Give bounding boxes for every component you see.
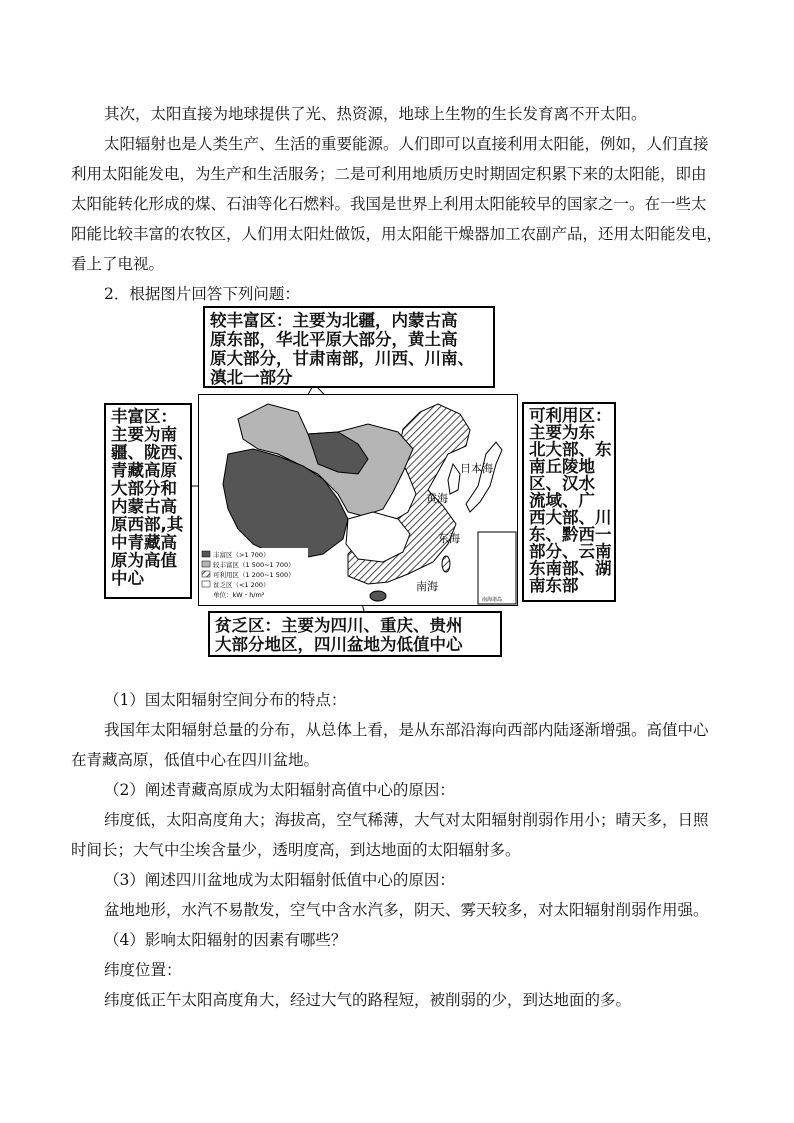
answer-line: 在青藏高原，低值中心在四川盆地。 [71,751,320,769]
paragraph-line: 利用太阳能发电，为生产和生活服务；二是可利用地质历史时期固定积累下来的太阳能，即由 [71,165,707,183]
callout-available [522,402,616,602]
legend-swatch-poor [202,581,210,587]
taiwan-island [442,556,450,572]
legend-label-available: 可利用区（1 200~1 500） [213,571,295,579]
legend-label-more-rich: 较丰富区（1 500~1 700） [213,561,295,569]
callout-line: 中心 [111,569,144,588]
callout-line: 原大部分，甘肃南部，川西、川南、 [210,349,474,368]
callout-line: 南东部 [529,576,579,595]
callout-line: 中青藏高 [111,533,177,552]
legend-label-rich: 丰富区（>1 700） [213,551,270,559]
callout-line: 大部分地区，四川盆地为低值中心 [215,635,463,654]
callout-line: 可利用区： [529,406,612,425]
paragraph-line: 太阳辐射也是人类生产、生活的重要能源。人们即可以直接利用太阳能，例如，人们直接 [104,135,709,153]
callout-line: 大部分和 [111,479,177,498]
callout-more-rich [203,306,495,388]
callout-line: 南丘陵地 [529,457,595,476]
callout-line: 疆、陇西、 [111,443,194,462]
sea-japan-label: 日本海 [460,462,493,475]
callout-line: 北大部、东 [529,440,612,459]
answer-line: 纬度位置： [104,961,182,979]
sea-south-label: 南海 [416,580,438,593]
question-heading: （4）影响太阳辐射的因素有哪些？ [104,931,347,949]
callout-line: 西大部、川 [529,508,612,527]
question-heading: （3）阐述四川盆地成为太阳辐射低值中心的原因： [104,871,455,889]
callout-poor [208,611,502,657]
callout-line: 东南部、湖 [529,559,612,578]
paragraph-line: 太阳能转化形成的煤、石油等化石燃料。我国是世界上利用太阳能较早的国家之一。在一些太 [71,195,707,213]
legend-label-poor: 贫乏区（<1 200） [213,581,270,589]
question-heading: 2．根据图片回答下列问题： [104,285,300,303]
answer-line: 我国年太阳辐射总量的分布，从总体上看，是从东部沿海向西部内陆逐渐增强。高值中心 [104,721,709,739]
hainan-island [370,591,386,601]
answer-line: 时间长；大气中尘埃含量少，透明度高，到达地面的太阳辐射多。 [71,841,521,859]
callout-line: 较丰富区：主要为北疆，内蒙古高 [210,311,458,330]
sea-yellow-label: 黄海 [426,492,448,505]
callout-rich [104,403,192,599]
sea-east-label: 东海 [438,532,460,545]
answer-line: 盆地地形，水汽不易散发，空气中含水汽多，阴天、雾天较多，对太阳辐射削弱作用强。 [104,901,709,919]
paragraph-line: 阳能比较丰富的农牧区，人们用太阳灶做饭，用太阳能干燥器加工农副产品，还用太阳能发电， [71,225,723,243]
question-heading: （1）国太阳辐射空间分布的特点： [104,691,347,709]
answer-line: 纬度低，太阳高度角大；海拔高，空气稀薄，大气对太阳辐射削弱作用小；晴天多，日照 [104,811,709,829]
callout-line: 青藏高原 [111,461,177,480]
answer-line: 纬度低正午太阳高度角大，经过大气的路程短，被削弱的少，到达地面的多。 [104,991,632,1009]
callout-line: 丰富区： [111,407,177,426]
legend-swatch-more-rich [202,561,210,567]
callout-line: 主要为东 [529,423,595,442]
callout-line: 部分、云南 [529,542,612,561]
paragraph-line: 其次，太阳直接为地球提供了光、热资源，地球上生物的生长发育离不开太阳。 [104,105,647,123]
china-map [198,394,518,606]
legend-swatch-available [202,571,210,577]
inset-label: 南海诸岛 [482,597,503,603]
south-sea-inset-frame [478,532,516,604]
callout-line: 贫乏区：主要为四川、重庆、贵州 [215,616,463,635]
paragraph-line: 看上了电视。 [71,255,165,273]
solar-radiation-map-figure [104,306,612,656]
legend-unit: 单位：kW・h/m² [213,591,265,599]
callout-line: 原东部，华北平原大部分，黄土高 [210,330,458,349]
legend-swatch-rich [202,551,210,557]
callout-line: 主要为南 [111,425,177,444]
callout-line: 内蒙古高 [111,497,177,516]
callout-line: 流域、广 [529,491,595,510]
china-map-svg [198,394,518,606]
callout-line: 东、黔西一 [529,525,612,544]
callout-line: 原为高值 [111,551,177,570]
callout-line: 原西部,其 [111,515,184,534]
question-heading: （2）阐述青藏高原成为太阳辐射高值中心的原因： [104,781,455,799]
callout-line: 滇北一部分 [210,368,293,387]
callout-line: 区、汉水 [529,474,595,493]
